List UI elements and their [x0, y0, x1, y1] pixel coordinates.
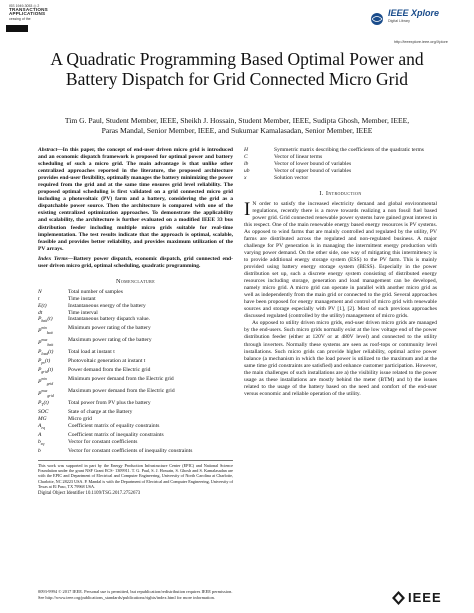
header-black-bar [6, 25, 28, 32]
nomenclature-symbol: $P^{max}_{grid}$ [38, 389, 54, 399]
nomenclature-symbol: $P_{load}(t)$ [38, 349, 54, 357]
intro-paragraph-1 [244, 198, 437, 321]
nomenclature-symbol: $P_T(t)$ [38, 399, 49, 408]
nomenclature-row [38, 310, 233, 317]
nomenclature-description: Power demand from the Electric grid [68, 367, 151, 374]
nomenclature-row [38, 337, 233, 349]
nomenclature-row [38, 303, 233, 310]
abstract-label: Abstract [38, 147, 58, 153]
nomenclature-symbol: $P^{min}_{batt}$ [38, 326, 53, 336]
nomenclature-title: Nomenclature [115, 277, 156, 285]
nomenclature-description: Micro grid [68, 415, 92, 422]
nomenclature-symbol: N [38, 288, 42, 295]
nomenclature-description: Photovoltaic generation at instant t [68, 358, 146, 365]
nomenclature-row [38, 400, 233, 409]
ieee-wordmark: IEEE [408, 590, 442, 605]
nomenclature-symbol: t [38, 295, 40, 302]
nomenclature-row [38, 325, 233, 337]
nomenclature-description: Total load at instant t [68, 349, 115, 356]
nomenclature-description: Vector for constant coefficients [68, 438, 138, 445]
nomenclature-symbol: $P^{max}_{batt}$ [38, 338, 54, 348]
nomenclature-symbol: $P^{min}_{grid}$ [38, 377, 54, 387]
funding-footnote [38, 460, 233, 497]
nomenclature-symbol: $P_{batt}(t)$ [38, 316, 53, 324]
nomenclature-row [38, 432, 233, 439]
nomenclature-description: Vector of upper bound of variables [274, 167, 352, 174]
authors-line-2: Paras Mandal, Senior Member, IEEE, and Sukumar Kamalasadan, Senior Member, IEEE [101, 126, 373, 135]
nomenclature-row [38, 423, 233, 432]
nomenclature-symbol: H [244, 147, 249, 153]
nomenclature-row [38, 448, 233, 455]
nomenclature-row [38, 349, 233, 358]
nomenclature-row [38, 367, 233, 376]
intro-paragraph-2: As opposed to utility driven micro grids, end-user driven micro grids are managed by the end-users. Such micro grids normally exist at the low voltage end of the power distribution feeder (either at 120V or at 480V level) and connected to the utility through inverters. Normally these systems are seen as roof-tops or community level installations. Such micro grids can provide higher reliability, optimal active power balance (a mechanism in which the load power is utilized to the maximum and at the same time grid constraints are satisfied) and enhance customer participation. However, the main challenges of such installations are a) the visibility issue related to the power usage as these installations are mostly behind the meter (BTM) and b) the issues related to the usage of the battery based on the need and comfort of the end-user versus economic and reliable operation of the utility. [244, 320, 437, 397]
ieee-kite-icon [392, 591, 405, 605]
nomenclature-row [38, 409, 233, 416]
nomenclature-symbol: lb [244, 160, 249, 167]
nomenclature-description: Total power from PV plus the battery [68, 399, 151, 406]
nomenclature-row [244, 161, 437, 168]
nomenclature-row [244, 154, 437, 161]
nomenclature-row [38, 388, 233, 400]
nomenclature-description: Total number of samples [68, 288, 123, 295]
nomenclature-symbol: ub [244, 167, 250, 174]
index-terms-text: —Battery power dispatch, economic dispatch, grid connected end-user driven micro grid, optimal scheduling, quadratic programming. [38, 255, 233, 269]
paper-title: A Quadratic Programming Based Optimal Power and Battery Dispatch for Grid Connected Micro Grid [50, 49, 424, 89]
nomenclature-description: Coefficient matrix of equality constraints [68, 422, 160, 429]
abstract [38, 147, 233, 253]
introduction-title: I. Introduction [319, 189, 362, 197]
journal-title: TRANSACTIONS [9, 7, 48, 13]
nomenclature-symbol: $P_{pv}(t)$ [38, 358, 51, 366]
authors-line-1: Tim G. Paul, Student Member, IEEE, Sheikh J. Hossain, Student Member, IEEE, Sudipta Ghosh, Member, IEEE, [64, 116, 410, 125]
nomenclature-description: Time instant [68, 295, 96, 302]
ieee-xplore-logo [368, 8, 464, 46]
nomenclature-description: Maximum power demand from the Electric grid [68, 388, 175, 395]
journal-code: ISS 1949-3053 ◎ 2 [9, 4, 40, 8]
intro-paragraph-1-text: N order to satisfy the increased electricity demand and global environmental regulations, recently there is a move towards realizing a non fossil fuel based power grid. Grid connected renewable power systems have gained great interest in this respect. One of the main renewable energy based energy resources is PV systems. As opposed to wind farms that are mainly controlled and regulated by the utility, PV farms are distributed across the regulated and non-regulated business. A major challenge for PV generation is in managing the intermittent energy production with varying power demand. On the other side, one way of mitigating this intermittency is to provide additional energy storage system (ESS) to the PV farm. This is mainly provided using battery energy storage system (BESS). Especially in the power distribution set up, such a discrete energy system consisting of distributed energy resources including storage, generation and load management can be developed, namely micro grid. A micro grid can operate in parallel with another micro grid as well as independently from the main grid or connected to the grid. Several approaches have been proposed for energy management and control of micro grid with renewable sources and storage especially with PV [1], [2]. Most of such previous approaches discussed regulated (controlled by the utility) management of micro grids. [244, 200, 437, 320]
nomenclature-symbol: x [244, 174, 247, 181]
nomenclature-row [244, 168, 437, 175]
copyright-footer [38, 589, 358, 600]
intro-dropcap: I [244, 198, 251, 220]
author-list [18, 116, 456, 136]
footer-copyright: 0093-9994 © 2017 IEEE. Personal use is permitted, but republication/redistribution requires IEEE permission. [38, 589, 233, 594]
nomenclature-description: Time interval [68, 309, 98, 316]
nomenclature-row [244, 147, 437, 154]
nomenclature-symbol: $b_{eq}$ [38, 438, 45, 446]
nomenclature-symbol: E(t) [38, 302, 47, 309]
nomenclature-description: Vector of lower bound of variables [274, 160, 352, 167]
index-terms [38, 256, 233, 270]
footer-rights-link[interactable]: See http://www.ieee.org/publications_standards/publications/rights/index.html for more information. [38, 594, 215, 600]
left-column [38, 147, 233, 496]
xplore-url[interactable]: http://ieeexplore.ieee.org/Xplore [394, 40, 448, 44]
nomenclature-description: Symmetric matrix describing the coefficients of the quadratic terms [274, 147, 424, 153]
journal-title-2: APPLICATIONS [9, 11, 46, 17]
nomenclature-symbol: SOC [38, 408, 49, 415]
nomenclature-description: Maximum power rating of the battery [68, 337, 152, 344]
nomenclature-row [244, 175, 437, 182]
nomenclature-table-continued [244, 147, 437, 182]
nomenclature-table [38, 289, 233, 455]
xplore-title: IEEE Xplore [388, 8, 440, 18]
abstract-text: —In this paper, the concept of end-user driven micro grid is introduced and an economic dispatch framework is proposed for optimal power and battery scheduling of such a micro grid. The main advantage is that unlike other centralized approaches reported in the literature, the proposed architecture provides end-user flexibility, optimally manages the battery minimizing the power required from the grid and at the same time ensures grid level reliability. The proposed optimal scheduling is first validated on a grid connected micro grid including a photovoltaic (PV) farm and a battery, considering the grid as a dispatchable power source. Then the architecture is compared with one of the existing centralized optimization approaches. To demonstrate the applicability and scalability, the architecture is further evaluated on a modified IEEE 33 bus distribution feeder including multiple micro grids suitable for real-time implementation. The test results indicate that the approach is optimal, scalable, feasible and provides better reliability, and provides maximum utilization of the PV arrays. [38, 147, 233, 252]
nomenclature-row [38, 289, 233, 296]
nomenclature-description: Solution vector [274, 174, 309, 181]
nomenclature-row [38, 439, 233, 448]
nomenclature-row [38, 376, 233, 388]
nomenclature-symbol: C [244, 153, 248, 160]
xplore-globe-icon [370, 12, 384, 26]
journal-line-3: cessing of the [9, 16, 31, 21]
nomenclature-description: Minimum power demand from the Electric grid [68, 376, 174, 383]
right-column [244, 147, 437, 398]
nomenclature-description: Minimum power rating of the battery [68, 325, 151, 332]
footnote-text: This work was supported in part by the Energy Production Infrastructure Center (EPIC) and National Science Foundation under the grant NSF Grant ECS- 1309911. T. G. Paul, S. J. Hossain, S. Ghosh and S. Kamalasadan are with the EPIC and Department of Electrical and Computer Engineering, University of North Carolina at Charlotte, Charlotte, NC 28223 USA. P. Mandal is with the Department of Electrical and Computer Engineering, University of Texas at El Paso, TX 79968 USA. [38, 462, 233, 489]
doi[interactable]: Digital Object Identifier 10.1109/TSG.2017.2752673 [38, 491, 141, 497]
nomenclature-description: State of charge at the Battery [68, 408, 133, 415]
nomenclature-symbol: b [38, 447, 41, 454]
nomenclature-description: Instantaneous energy of the battery [68, 302, 146, 309]
nomenclature-symbol: $P_{grid}(t)$ [38, 367, 53, 375]
nomenclature-symbol: A [38, 431, 42, 438]
nomenclature-symbol: dt [38, 309, 43, 316]
nomenclature-symbol: MG [38, 415, 47, 422]
nomenclature-description: Vector for constant coefficients of inequality constraints [68, 447, 193, 454]
nomenclature-description: Vector of linear terms [274, 153, 323, 160]
nomenclature-symbol: $A_{eq}$ [38, 422, 45, 430]
nomenclature-description: Coefficient matrix of inequality constraints [68, 431, 164, 438]
nomenclature-row [38, 296, 233, 303]
nomenclature-row [38, 416, 233, 423]
nomenclature-description: Instantaneous battery dispatch value. [68, 316, 150, 323]
journal-header [9, 4, 48, 21]
ieee-footer-logo [392, 590, 452, 606]
index-terms-label: Index Terms [38, 255, 68, 262]
nomenclature-row [38, 358, 233, 367]
xplore-subtitle: Digital Library [388, 19, 410, 23]
